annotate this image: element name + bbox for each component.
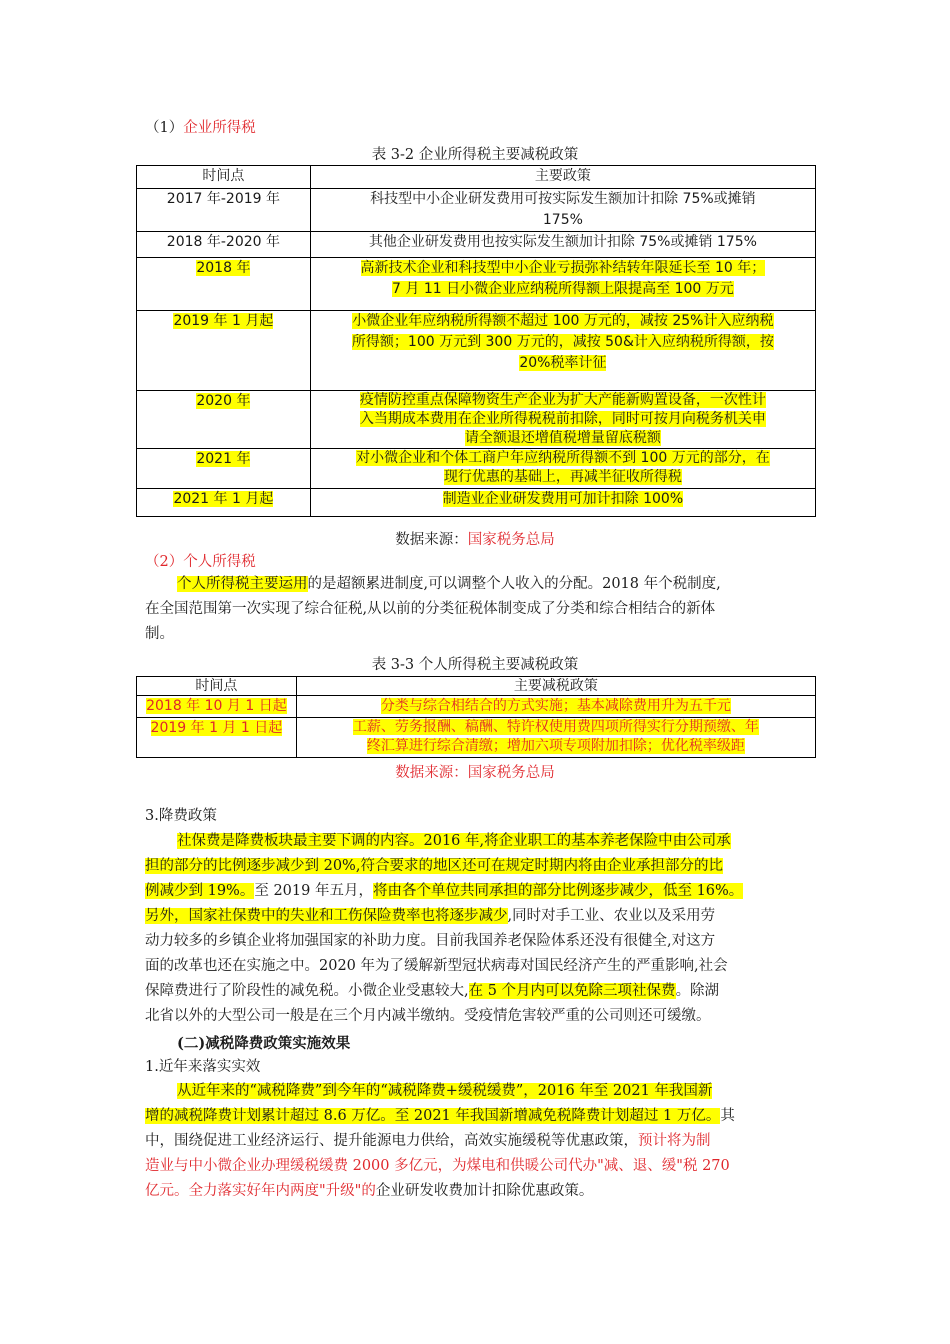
policy-line: 对小微企业和个体工商户年应纳税所得额不到 100 万元的部分，在 bbox=[356, 450, 770, 466]
personal-tax-table bbox=[136, 676, 816, 758]
section-prefix: （2） bbox=[145, 554, 184, 570]
policy-line: 请全额退还增值税增量留底税额 bbox=[464, 430, 661, 446]
table-row bbox=[137, 489, 816, 517]
table-header-policy: 主要减税政策 bbox=[296, 677, 815, 696]
time-text: 2019 年 1 月起 bbox=[173, 313, 274, 329]
time-text: 2021 年 bbox=[196, 451, 251, 467]
policy-line: 制造业企业研发费用可加计扣除 100% bbox=[442, 491, 684, 507]
text: 北省以外的大型公司一般是在三个月内减半缴纳。受疫情危害较严重的公司则还可缓缴。 bbox=[145, 1008, 711, 1024]
text: 至 2019 年五月， bbox=[254, 883, 373, 899]
section-heading-effects: (二)减税降费政策实施效果 bbox=[177, 1035, 351, 1052]
row-policy bbox=[310, 189, 815, 232]
time-text: 2019 年 1 月 1 日起 bbox=[150, 720, 283, 736]
policy-line: 175% bbox=[542, 212, 583, 228]
text: 动力较多的乡镇企业将加强国家的补助力度。目前我国养老保险体系还没有很健全,对这方 bbox=[145, 933, 716, 949]
row-policy bbox=[296, 696, 815, 718]
highlight-text: 将由各个单位共同承担的部分比例逐步减少，低至 16%。 bbox=[372, 883, 744, 899]
row-time bbox=[137, 489, 311, 517]
source-name: 国家税务总局 bbox=[467, 532, 555, 548]
source-label: 数据来源： bbox=[395, 532, 468, 548]
row-policy bbox=[310, 391, 815, 449]
row-time: 2017 年-2019 年 bbox=[137, 189, 311, 232]
row-policy bbox=[310, 449, 815, 489]
row-time bbox=[137, 258, 311, 311]
time-text: 2020 年 bbox=[196, 393, 251, 409]
section-heading-fee-reduction: 3.降费政策 bbox=[145, 808, 217, 824]
policy-line: 终汇算进行综合清缴；增加六项专项附加扣除；优化税率级距 bbox=[366, 738, 745, 754]
paragraph-personal-tax bbox=[145, 572, 721, 647]
text: 在全国范围第一次实现了综合征税,从以前的分类征税体制变成了分类和综合相结合的新体 bbox=[145, 601, 716, 617]
policy-line: 分类与综合相结合的方式实施；基本减除费用升为五千元 bbox=[380, 698, 731, 714]
table-row bbox=[137, 449, 816, 489]
policy-line: 现行优惠的基础上，再减半征收所得税 bbox=[443, 469, 682, 485]
table-header-time: 时间点 bbox=[137, 677, 297, 696]
policy-line: 20%税率计征 bbox=[519, 355, 607, 371]
table2-source: 数据来源：国家税务总局 bbox=[395, 765, 555, 781]
table-row bbox=[137, 189, 816, 232]
text: 企业研发收费加计扣除优惠政策。 bbox=[375, 1183, 594, 1199]
table1-caption: 表 3-2 企业所得税主要减税政策 bbox=[371, 147, 579, 163]
highlight-text: 另外，国家社保费中的失业和工伤保险费率也将逐步减少 bbox=[145, 908, 508, 924]
policy-line: 工薪、劳务报酬、稿酬、特许权使用费四项所得实行分期预缴、年 bbox=[352, 719, 759, 735]
policy-line: 7 月 11 日小微企业应纳税所得额上限提高至 100 万元 bbox=[392, 281, 734, 297]
row-time bbox=[137, 311, 311, 391]
section-prefix: （1） bbox=[145, 120, 184, 136]
row-time: 2018 年-2020 年 bbox=[137, 232, 311, 258]
row-policy bbox=[296, 718, 815, 758]
policy-line: 入当期成本费用在企业所得税税前扣除，同时可按月向税务机关申 bbox=[359, 411, 766, 427]
time-text: 2018 年 10 月 1 日起 bbox=[146, 698, 287, 714]
row-policy bbox=[310, 489, 815, 517]
text: ,同时对手工业、农业以及采用劳 bbox=[507, 908, 716, 924]
row-policy bbox=[310, 258, 815, 311]
table1-source bbox=[0, 528, 950, 549]
policy-line: 疫情防控重点保障物资生产企业为扩大产能新购置设备，一次性计 bbox=[359, 392, 766, 408]
table-row bbox=[137, 311, 816, 391]
text: 制。 bbox=[145, 626, 174, 642]
red-text: 造业与中小微企业办理缓税缓费 2000 多亿元，为煤电和供暖公司代办"减、退、缓"税 270 bbox=[145, 1158, 730, 1174]
text: 。除湖 bbox=[675, 983, 720, 999]
row-time bbox=[137, 718, 297, 758]
row-time bbox=[137, 449, 311, 489]
section-title: 企业所得税 bbox=[183, 120, 256, 136]
table-header-policy: 主要政策 bbox=[310, 166, 815, 189]
row-time bbox=[137, 391, 311, 449]
row-policy bbox=[310, 232, 815, 258]
time-text: 2018 年 bbox=[196, 260, 251, 276]
policy-line: 其他企业研发费用也按实际发生额加计扣除 75%或摊销 175% bbox=[368, 234, 757, 250]
table-row bbox=[137, 258, 816, 311]
corporate-tax-table bbox=[136, 165, 816, 517]
highlight-text: 增的减税降费计划累计超过 8.6 万亿。至 2021 年我国新增减免税降费计划超过 1 万亿。 bbox=[145, 1108, 721, 1124]
policy-line: 科技型中小企业研发费用可按实际发生额加计扣除 75%或摊销 bbox=[370, 191, 756, 207]
section-heading-personal-tax bbox=[145, 552, 256, 572]
highlight-text: 个人所得税主要运用 bbox=[177, 576, 308, 592]
paragraph-fee-reduction bbox=[145, 829, 743, 1029]
highlight-text: 担的部分的比例逐步减少到 20%,符合要求的地区还可在规定时期内将由企业承担部分的比 bbox=[145, 858, 723, 874]
table-row bbox=[137, 696, 816, 718]
paragraph-recent-results bbox=[145, 1079, 735, 1204]
table-header-time: 时间点 bbox=[137, 166, 311, 189]
table-row bbox=[137, 232, 816, 258]
table2-caption: 表 3-3 个人所得税主要减税政策 bbox=[371, 657, 579, 673]
highlight-text: 在 5 个月内可以免除三项社保费 bbox=[468, 983, 676, 999]
text: 保障费进行了阶段性的减免税。小微企业受惠较大, bbox=[145, 983, 469, 999]
row-policy bbox=[310, 311, 815, 391]
text: 的是超额累进制度,可以调整个人收入的分配。2018 年个税制度, bbox=[307, 576, 721, 592]
table-row bbox=[137, 391, 816, 449]
highlight-text: 例减少到 19%。 bbox=[145, 883, 255, 899]
red-text: 预计将为制 bbox=[638, 1133, 711, 1149]
red-text: 亿元。全力落实好年内两度"升级"的 bbox=[145, 1183, 376, 1199]
section-heading-corporate-tax bbox=[145, 118, 256, 138]
section-heading-recent-results: 1.近年来落实实效 bbox=[145, 1059, 261, 1075]
policy-line: 小微企业年应纳税所得额不超过 100 万元的，减按 25%计入应纳税 bbox=[352, 313, 774, 329]
text: 其 bbox=[720, 1108, 735, 1124]
table-row bbox=[137, 718, 816, 758]
row-time bbox=[137, 696, 297, 718]
policy-line: 所得额；100 万元到 300 万元的，减按 50&计入应纳税所得额，按 bbox=[351, 334, 774, 350]
text: 中，围绕促进工业经济运行、提升能源电力供给，高效实施缓税等优惠政策， bbox=[145, 1133, 638, 1149]
policy-line: 高新技术企业和科技型中小企业亏损弥补结转年限延长至 10 年； bbox=[360, 260, 766, 276]
text: 面的改革也还在实施之中。2020 年为了缓解新型冠状病毒对国民经济产生的严重影响,社会 bbox=[145, 958, 728, 974]
section-title: 个人所得税 bbox=[183, 554, 256, 570]
highlight-text: 社保费是降费板块最主要下调的内容。2016 年,将企业职工的基本养老保险中由公司承 bbox=[177, 833, 731, 849]
time-text: 2021 年 1 月起 bbox=[173, 491, 274, 507]
highlight-text: 从近年来的“减税降费”到今年的“减税降费+缓税缓费”，2016 年至 2021 年我国新 bbox=[177, 1083, 713, 1099]
